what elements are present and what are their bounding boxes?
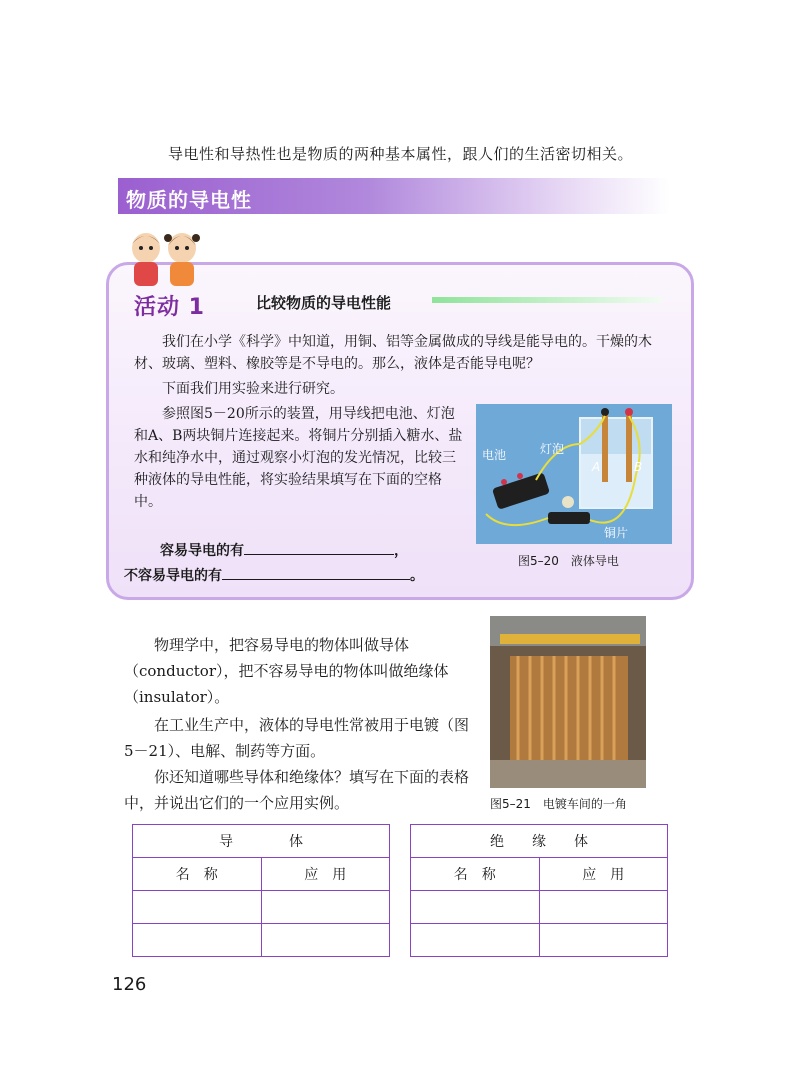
conductor-table-title: 导 体: [133, 825, 390, 858]
label-a: A: [592, 460, 601, 474]
answer-blank[interactable]: [244, 540, 394, 555]
workshop-illustration: [490, 616, 646, 788]
fill-blank-end: ，: [394, 543, 408, 559]
col-name-header: 名 称: [411, 858, 540, 891]
table-cell[interactable]: [133, 891, 262, 924]
intro-text: 导电性和导热性也是物质的两种基本属性，跟人们的生活密切相关。: [168, 145, 634, 163]
table-cell[interactable]: [261, 924, 390, 957]
col-use-header: 应 用: [261, 858, 390, 891]
main-paragraph-3: 你还知道哪些导体和绝缘体？填写在下面的表格中，并说出它们的一个应用实例。: [124, 768, 470, 812]
table-cell[interactable]: [133, 924, 262, 957]
fill-blank-end: 。: [410, 568, 424, 584]
table-cell[interactable]: [539, 891, 668, 924]
section-title: 物质的导电性: [126, 188, 252, 212]
fill-blank-label: 容易导电的有: [160, 543, 244, 559]
liquid-conduction-photo: [476, 404, 672, 544]
activity-title: 比较物质的导电性能: [256, 294, 392, 312]
activity-title-bar: [432, 297, 662, 303]
page-number: 126: [112, 974, 147, 995]
table-cell[interactable]: [411, 924, 540, 957]
table-cell[interactable]: [539, 924, 668, 957]
col-name-header: 名 称: [133, 858, 262, 891]
apparatus-illustration: [476, 404, 672, 544]
fill-blank-label: 不容易导电的有: [124, 568, 222, 584]
fill-blank-conductive: [160, 540, 408, 560]
activity-paragraph-2: 下面我们用实验来进行研究。: [162, 381, 344, 397]
answer-blank[interactable]: [222, 565, 410, 580]
table-cell[interactable]: [261, 891, 390, 924]
figure-caption-5-21: 图5–21 电镀车间的一角: [490, 797, 627, 811]
activity-paragraph-1: 我们在小学《科学》中知道，用铜、铝等金属做成的导线是能导电的。干燥的木材、玻璃、塑料、橡胶等是不导电的。那么，液体是否能导电呢？: [134, 334, 652, 372]
cartoon-kids-icon: [118, 228, 214, 288]
label-bulb: 灯泡: [540, 442, 565, 456]
label-b: B: [634, 460, 643, 474]
activity-label: 活动 1: [134, 295, 205, 320]
insulator-table: [410, 824, 668, 957]
electroplating-workshop-photo: [490, 616, 646, 788]
conductor-table: [132, 824, 390, 957]
col-use-header: 应 用: [539, 858, 668, 891]
activity-paragraph-3: 参照图5－20所示的装置，用导线把电池、灯泡和A、B两块铜片连接起来。将铜片分别插入糖水、盐水和纯净水中，通过观察小灯泡的发光情况，比较三种液体的导电性能，将实验结果填写在下面的空格中。: [134, 406, 463, 510]
table-cell[interactable]: [411, 891, 540, 924]
main-paragraph-1: 物理学中，把容易导电的物体叫做导体（conductor），把不容易导电的物体叫做绝缘体（insulator）。: [124, 636, 449, 706]
main-paragraph-2: 在工业生产中，液体的导电性常被用于电镀（图5－21）、电解、制药等方面。: [124, 716, 470, 760]
insulator-table-title: 绝 缘 体: [411, 825, 668, 858]
fill-blank-nonconductive: [124, 565, 424, 585]
label-battery: 电池: [482, 448, 507, 462]
figure-caption-5-20: 图5–20 液体导电: [518, 554, 619, 568]
label-copper: 铜片: [604, 526, 629, 540]
